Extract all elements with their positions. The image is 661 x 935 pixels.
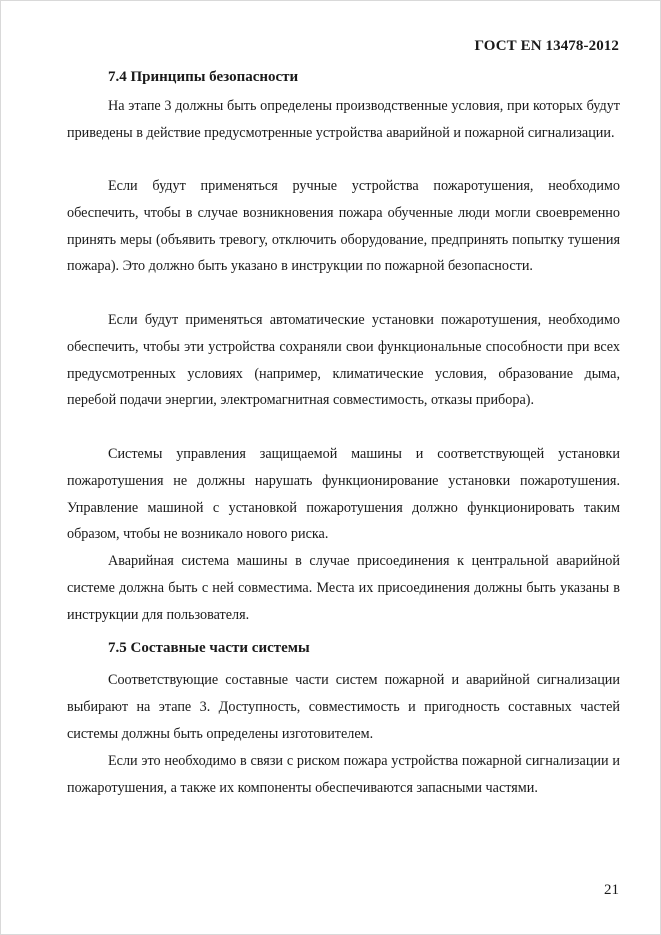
paragraph-7-4-5: Аварийная система машины в случае присоединения к центральной аварийной системе должна быть с ней совместима. Места их присоединения должны быть указаны в инструкции для пользователя. — [67, 553, 620, 623]
paragraph-7-4-4: Системы управления защищаемой машины и соответствующей установки пожаротушения не должны нарушать функционирование установки пожаротушения. Управление машиной с установкой пожаротушения должно функционировать таким образом, чтобы не возникало нового риска. — [67, 446, 620, 543]
page-number: 21 — [604, 882, 619, 898]
paragraph-7-4-3: Если будут применяться автоматические установки пожаротушения, необходимо обеспечить, чтобы эти устройства сохраняли свои функциональные способности при всех предусмотренных условиях (например, климатические условия, образование дыма, перебой подачи энергии, электромагнитная совместимость, отказы прибора). — [67, 312, 620, 409]
standard-designation: ГОСТ EN 13478-2012 — [474, 38, 619, 54]
paragraph-7-5-1: Соответствующие составные части систем пожарной и аварийной сигнализации выбирают на этапе 3. Доступность, совместимость и пригодность составных частей системы должны быть определены изготовителем. — [67, 672, 620, 742]
paragraph-7-4-1: На этапе 3 должны быть определены производственные условия, при которых будут приведены в действие предусмотренные устройства аварийной и пожарной сигнализации. — [67, 98, 620, 141]
section-heading-7-4: 7.4 Принципы безопасности — [108, 69, 299, 85]
paragraph-7-4-2: Если будут применяться ручные устройства пожаротушения, необходимо обеспечить, чтобы в случае возникновения пожара обученные люди могли своевременно принять меры (объявить тревогу, отключить оборудование, предпринять попытку тушения пожара). Это должно быть указано в инструкции по пожарной безопасности. — [67, 178, 620, 275]
section-heading-7-5: 7.5 Составные части системы — [108, 640, 310, 656]
paragraph-7-5-2: Если это необходимо в связи с риском пожара устройства пожарной сигнализации и пожаротушения, а также их компоненты обеспечиваются запасными частями. — [67, 753, 620, 796]
